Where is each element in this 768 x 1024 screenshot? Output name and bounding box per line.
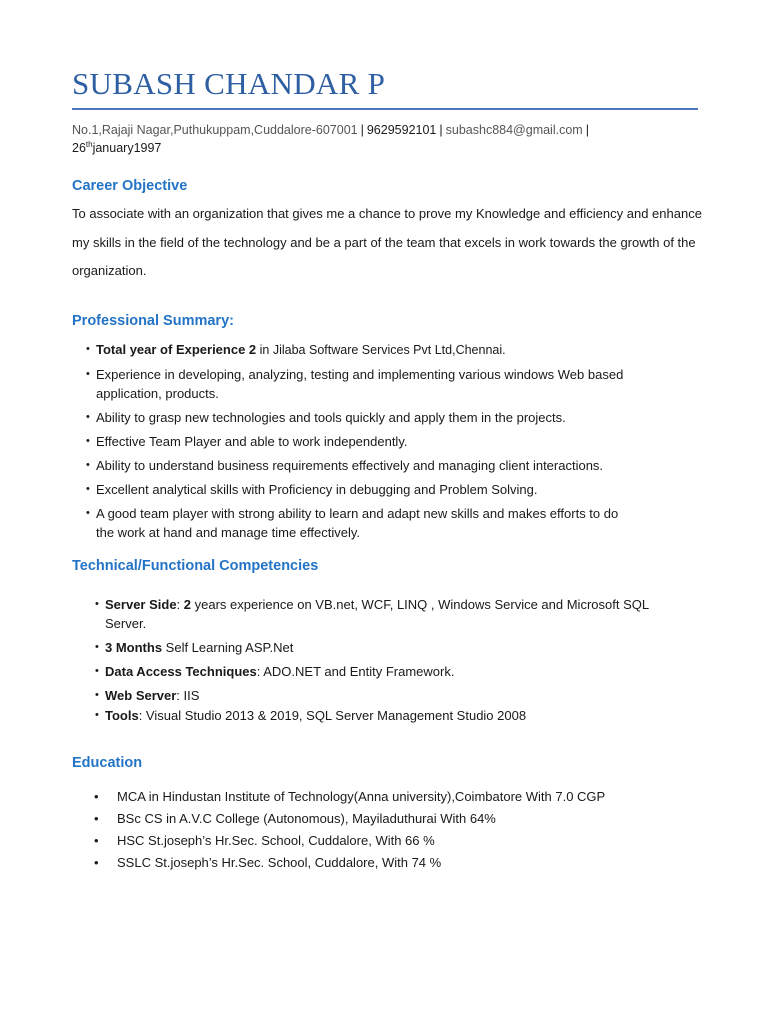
address: No.1,Rajaji Nagar,Puthukuppam,Cuddalore-607001 xyxy=(72,123,358,137)
technical-competencies-list xyxy=(95,595,685,725)
professional-summary-heading: Professional Summary: xyxy=(72,313,234,329)
contact-line xyxy=(72,121,702,157)
separator: | xyxy=(360,123,364,137)
list-item: • Excellent analytical skills with Proficiency in debugging and Problem Solving. xyxy=(86,482,538,497)
list-item: • Server Side: 2 years experience on VB.net, WCF, LINQ , Windows Service and Microsoft SQL Server. xyxy=(95,597,649,631)
list-item: • Ability to understand business requirements effectively and managing client interactions. xyxy=(86,458,604,473)
education-heading: Education xyxy=(72,755,143,771)
list-item: • MCA in Hindustan Institute of Technology(Anna university),Coimbatore With 7.0 CGP xyxy=(94,789,606,804)
list-item: • HSC St.joseph’s Hr.Sec. School, Cuddalore, With 66 % xyxy=(94,833,435,848)
list-item: • Data Access Techniques: ADO.NET and Entity Framework. xyxy=(95,664,455,679)
list-item: • Effective Team Player and able to work independently. xyxy=(86,434,408,449)
list-item: • Experience in developing, analyzing, testing and implementing various windows Web based application, products. xyxy=(86,367,624,401)
separator: | xyxy=(439,123,443,137)
list-item: • Web Server: IIS xyxy=(95,688,200,703)
list-item: • Ability to grasp new technologies and tools quickly and apply them in the projects. xyxy=(86,410,566,425)
date-of-birth: 26thjanuary1997 xyxy=(72,139,162,155)
phone: 9629592101 xyxy=(366,123,437,137)
list-item: • A good team player with strong ability to learn and adapt new skills and makes efforts to do the work at hand and manage time effectively. xyxy=(86,506,619,540)
list-item: • SSLC St.joseph’s Hr.Sec. School, Cuddalore, With 74 % xyxy=(94,855,442,870)
technical-competencies-heading: Technical/Functional Competencies xyxy=(72,558,319,574)
list-item: • Tools: Visual Studio 2013 & 2019, SQL Server Management Studio 2008 xyxy=(95,708,527,723)
candidate-name: SUBASH CHANDAR P xyxy=(72,66,386,101)
professional-summary-list xyxy=(86,340,686,542)
career-objective-heading: Career Objective xyxy=(72,178,188,194)
separator: | xyxy=(585,123,589,137)
header-rule xyxy=(72,108,698,110)
list-item: • BSc CS in A.V.C College (Autonomous), Mayiladuthurai With 64% xyxy=(94,811,496,826)
email: subashc884@gmail.com xyxy=(445,123,583,137)
education-list xyxy=(94,786,605,874)
list-item: • 3 Months Self Learning ASP.Net xyxy=(95,640,294,655)
list-item: • Total year of Experience 2 in Jilaba Software Services Pvt Ltd,Chennai. xyxy=(86,342,506,357)
career-objective-text: To associate with an organization that gives me a chance to prove my Knowledge and efficiency and enhance my skills in the field of the technology and be a part of the team that excels in work towards the growth of the organization. xyxy=(72,206,702,278)
